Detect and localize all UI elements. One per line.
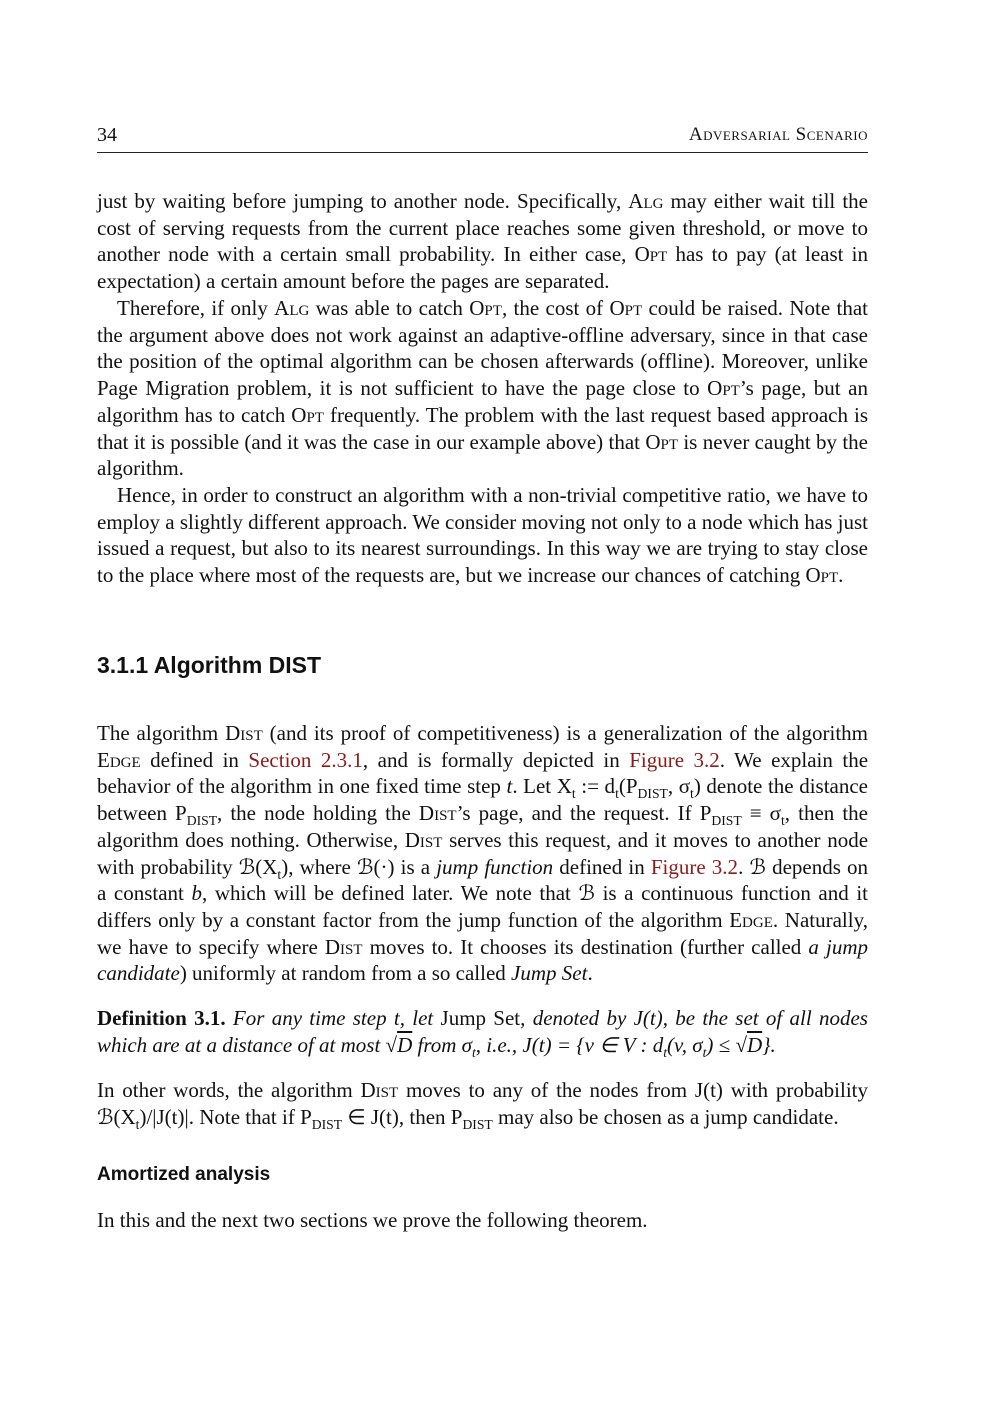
paragraph-1: just by waiting before jumping to another node. Specifically, Alg may either wait till the cost of serving requests from the current place reaches some given threshold, or move to another node with a certain small probability. In either case, Opt has to pay (at least in expectation) a certain amount before the pages are separated.: [97, 189, 868, 294]
paragraph-3: Hence, in order to construct an algorithm with a non-trivial competitive ratio, we have to employ a slightly different approach. We consider moving not only to a node which has just issued a request, but also to its nearest surroundings. In this way we are trying to stay close to the place where most of the requests are, but we increase our chances of catching Opt.: [97, 483, 868, 588]
figure-3-2-link-2[interactable]: Figure 3.2: [650, 854, 739, 879]
subheading-amortized-analysis: Amortized analysis: [97, 1164, 271, 1185]
figure-3-2-link[interactable]: Figure 3.2: [629, 747, 720, 772]
running-title: Adversarial Scenario: [688, 124, 868, 145]
paragraph-2: Therefore, if only Alg was able to catch Opt, the cost of Opt could be raised. Note that the argument above does not work against an adaptive-offline adversary, since in that case the position of the optimal algorithm can be chosen afterwards (offline). Moreover, unlike Page Migration problem, it is not sufficient to have the page close to Opt’s page, but an algorithm has to catch Opt frequently. The problem with the last request based approach is that it is possible (and it was the case in our example above) that Opt is never caught by the algorithm.: [97, 296, 868, 481]
paragraph-4: The algorithm Dist (and its proof of competitiveness) is a generalization of the algorithm Edge defined in Section 2.3.1, and is formally depicted in Figure 3.2. We explain the behavior of the algorithm in one fixed time step t. Let $X_t$ := $d_t(P_{DIST}$, $\sigma_t$) denote the distance between $P_{DIST}$, the node holding the Dist’s page, and the request. If $P_{DIST} \equiv \sigma_t$, then the algorithm does nothing. Otherwise, Dist serves this request, and it moves to another node with probability $ℬ(X_t)$, where ℬ(·) is a jump function defined in Figure 3.2. ℬ depends on a constant b, which will be defined later. We note that ℬ is a continuous function and it differs only by a constant factor from the jump function of the algorithm Edge. Naturally, we have to specify where Dist moves to. It chooses its destination (further called a jump candidate) uniformly at random from a so called Jump Set.: [97, 721, 869, 986]
section-heading-3-1-1: 3.1.1 Algorithm DIST: [97, 652, 322, 678]
section-2-3-1-link[interactable]: Section 2.3.1: [248, 747, 363, 772]
definition-3-1: Definition 3.1. For any time step t, let Jump Set, denoted by J(t), be the set of all nodes which are at a distance of at most √D from $\sigma_t$, i.e., J(t) = {v ∈ V : $d_t(v$, $\sigma_t) \le √D$}.: [97, 1006, 868, 1060]
paragraph-6: In this and the next two sections we prove the following theorem.: [97, 1208, 648, 1232]
page-header: [97, 124, 868, 153]
page-number: 34: [97, 124, 117, 146]
paragraph-5: In other words, the algorithm Dist moves to any of the nodes from J(t) with probability $ℬ(X_t)/|J(t)|$. Note that if $P_{DIST}$ ∈ J(t), then $P_{DIST}$ may also be chosen as a jump candidate.: [97, 1078, 868, 1132]
